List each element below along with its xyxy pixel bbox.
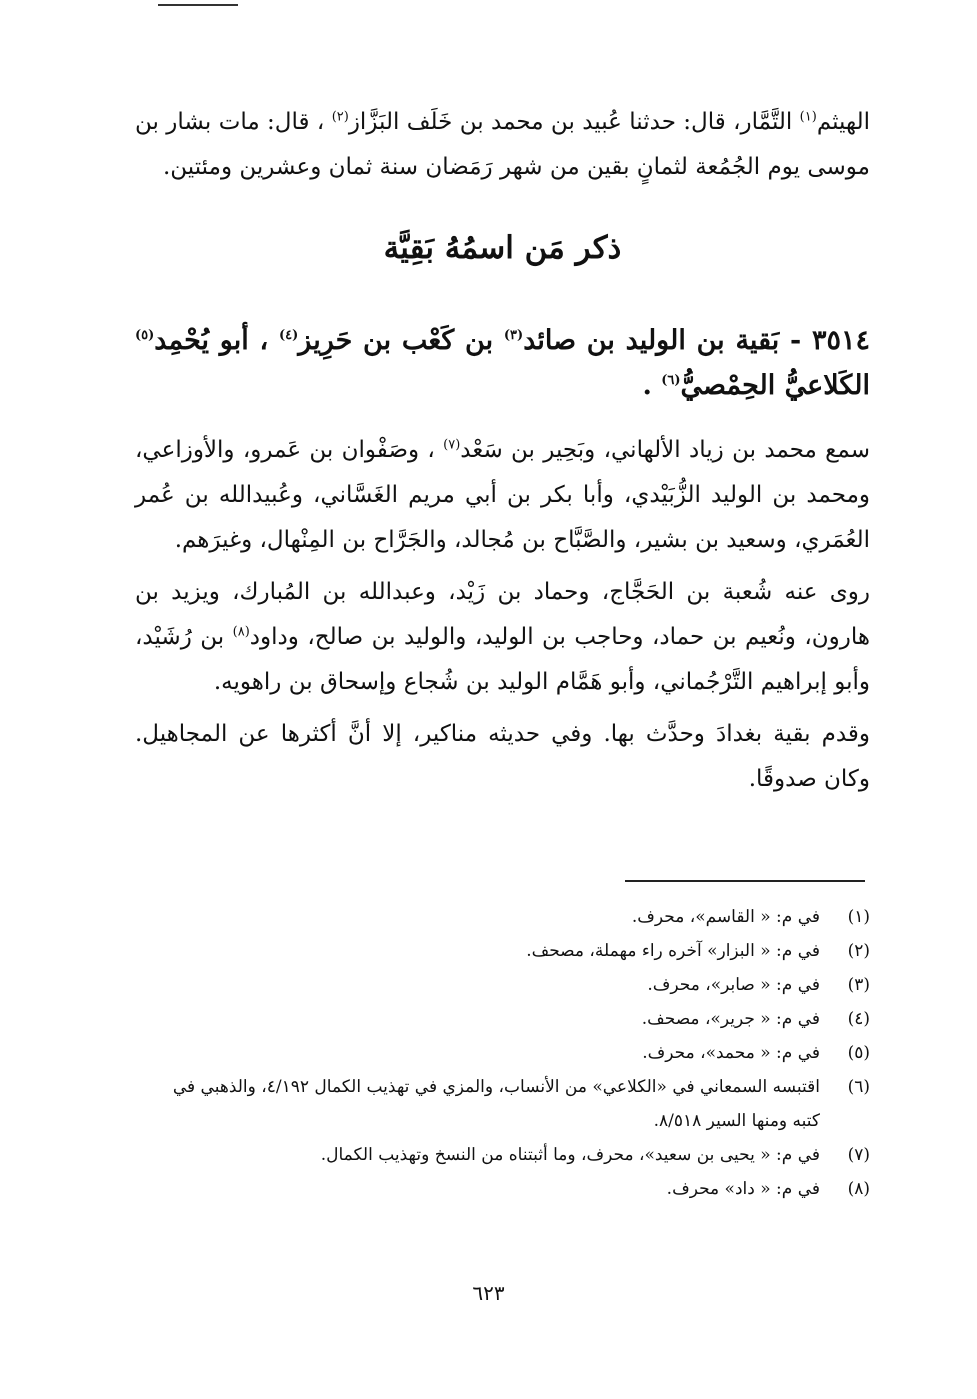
baghdad-paragraph: وقدم بقية بغدادَ وحدَّث بها. وفي حديثه مناكير، إلا أنَّ أكثرها عن المجاهيل. وكان صدوقًا.: [135, 721, 870, 792]
footnote-item: [150, 934, 870, 968]
footnote-number: (٥): [847, 1043, 870, 1063]
entry-text-4: الكَلاعيُّ الحِمْصيُّ: [680, 370, 870, 401]
top-rule: [158, 4, 238, 6]
footnote-ref-1[interactable]: (١): [799, 109, 817, 125]
narrated-text-2: بن رُشَيْد، وأبو إبراهيم التَّرْجُماني، وأبو هَمَّام الوليد بن شُجاع وإسحاق بن راهويه.: [135, 624, 870, 695]
footnote-ref-4[interactable]: (٤): [279, 328, 299, 343]
page-number: ٦٢٣: [472, 1281, 505, 1305]
footnote-text: في م: « صابر»، محرف.: [647, 975, 820, 995]
footnote-text: في م: « داد» محرف.: [666, 1179, 820, 1199]
footnote-item: [150, 1172, 870, 1206]
narrated-text-1: روى عنه شُعبة بن الحَجَّاج، وحماد بن زَيْد، وعبدالله بن المُبارك، ويزيد بن هارون، ونُعيم بن حماد، وحاجب بن الوليد، والوليد بن صالح، وداود: [135, 579, 870, 650]
footnote-ref-6[interactable]: (٦): [661, 373, 681, 388]
footnote-ref-3[interactable]: (٣): [503, 328, 524, 343]
footnote-text: في م: « البزار» آخره راء مهملة، مصحف.: [526, 941, 820, 961]
heard-from-paragraph: [135, 428, 870, 563]
footnote-number: (٣): [847, 975, 870, 995]
footnote-text: في م: « يحيى بن سعيد»، محرف، وما أثبتناه من النسخ وتهذيب الكمال.: [320, 1145, 820, 1165]
footnote-number: (٧): [847, 1145, 870, 1165]
heard-text-2: ، وصَفْوان بن عَمرو، والأوزاعي، ومحمد بن الوليد الزُّبَيْدي، وأبا بكر بن أبي مريم الغَسَّاني، وعُبيدالله بن عُمر العُمَري، وسعيد بن بشير، والصَّبَّاح بن مُجالد، والجَرَّاح بن المِنْهال، وغيرَهم.: [135, 437, 870, 553]
intro-text-1: الهيثم: [816, 109, 870, 135]
footnote-ref-8[interactable]: (٨): [232, 624, 250, 640]
narrated-by-paragraph: [135, 570, 870, 705]
footnote-ref-2[interactable]: (٢): [331, 109, 349, 125]
footnote-number: (١): [847, 907, 870, 927]
footnote-item: [150, 1138, 870, 1172]
footnote-divider: [625, 880, 865, 882]
footnote-ref-5[interactable]: (٥): [135, 328, 155, 343]
biography-block: [135, 428, 870, 802]
intro-text-3: ، قال: مات بشار بن موسى يوم الجُمُعة لثمانٍ بقين من شهر رَمَضان سنة ثمان وعشرين ومئتين.: [135, 109, 870, 180]
intro-paragraph: [135, 100, 870, 190]
footnote-number: (٨): [847, 1179, 870, 1199]
heard-text-1: سمع محمد بن زياد الألهاني، وبَحِير بن سَعْد: [460, 437, 870, 463]
section-title: ذكر مَن اسمُهُ بَقِيَّة: [383, 230, 622, 266]
footnotes-list: [150, 900, 870, 1206]
entry-text-2: بن كَعْب بن حَرِيز: [298, 325, 504, 356]
footnote-number: (٦): [847, 1077, 870, 1097]
footnote-text: في م: « جرير»، مصحف.: [641, 1009, 820, 1029]
footnote-text: اقتبسه السمعاني في «الكلاعي» من الأنساب، والمزي في تهذيب الكمال ٤/١٩٢، والذهبي في كتبه ومنها السير ٨/٥١٨.: [172, 1077, 820, 1131]
footnote-item: [150, 1036, 870, 1070]
footnote-text: في م: « القاسم»، محرف.: [631, 907, 820, 927]
footnote-item: [150, 1070, 870, 1138]
entry-text-1: ٣٥١٤ - بَقية بن الوليد بن صائد: [523, 325, 870, 356]
intro-text-2: التَّمَّار، قال: حدثنا عُبيد بن محمد بن خَلَف البَزَّاز: [348, 109, 800, 135]
intro-block: [135, 100, 870, 190]
footnote-item: [150, 968, 870, 1002]
footnote-ref-7[interactable]: (٧): [443, 437, 461, 453]
footnote-number: (٢): [847, 941, 870, 961]
footnote-item: [150, 1002, 870, 1036]
entry-text-5: .: [642, 370, 662, 401]
entry-text-3: ، أبو يُحْمِد: [154, 325, 279, 356]
entry-heading: [135, 318, 870, 408]
footnote-number: (٤): [847, 1009, 870, 1029]
footnote-item: [150, 900, 870, 934]
footnote-text: في م: « محمد»، محرف.: [642, 1043, 820, 1063]
